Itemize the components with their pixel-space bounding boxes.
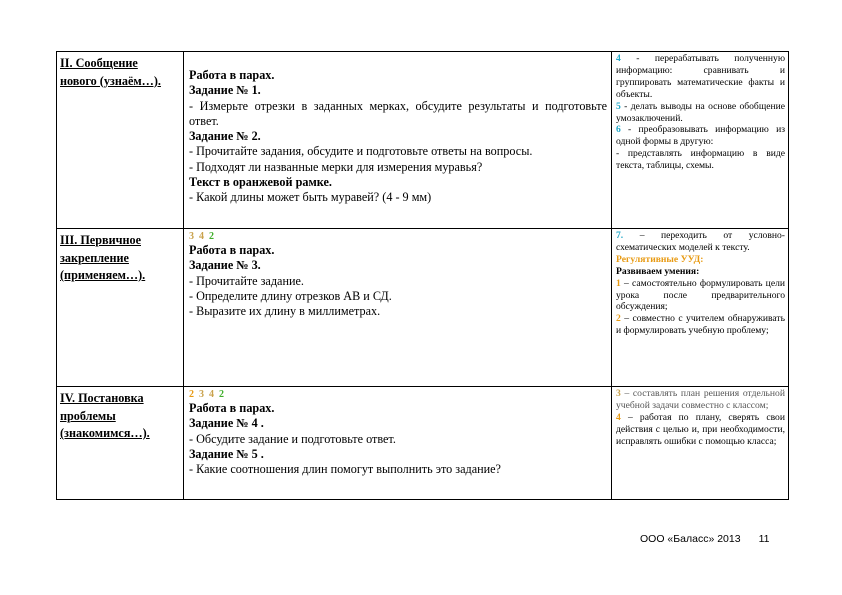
skill-number: 4 bbox=[616, 411, 621, 423]
task-text: - Измерьте отрезки в заданных мерках, обсудите результаты и подготовьте ответ. bbox=[189, 98, 607, 128]
work-heading: Работа в парах. bbox=[189, 68, 275, 82]
skill-text: - преобразовывать информацию из одной формы в другую: bbox=[616, 124, 785, 148]
task-text: - Прочитайте задание. bbox=[189, 273, 304, 288]
competency-numbers: 2 3 4 2 bbox=[189, 389, 224, 400]
skill-text: – работая по плану, сверять свои действия с целью и, при необходимости, исправлять ошибки с помощью класса; bbox=[616, 411, 785, 447]
work-cell bbox=[184, 387, 612, 500]
frame-title: Текст в оранжевой рамке. bbox=[189, 175, 332, 190]
skill-number: 3 bbox=[616, 388, 621, 399]
skill-number: 5 bbox=[616, 100, 621, 112]
task-title: Задание № 5 . bbox=[189, 446, 264, 461]
stage-cell bbox=[57, 387, 184, 500]
stage-title: III. Первичное закрепление (применяем…). bbox=[60, 233, 146, 282]
skill-number: 2 bbox=[616, 313, 621, 325]
skill-text: - представлять информацию в виде текста, таблицы, схемы. bbox=[616, 148, 785, 172]
skill-group-title: Регулятивные УУД: bbox=[616, 253, 704, 265]
task-text: - Выразите их длину в миллиметрах. bbox=[189, 304, 381, 319]
competency-numbers: 3 4 2 bbox=[189, 231, 214, 242]
skill-text: – совместно с учителем обнаруживать и формулировать учебную проблему; bbox=[616, 313, 785, 337]
skills-cell bbox=[612, 229, 789, 387]
page-footer bbox=[640, 533, 769, 545]
task-text: - Какие соотношения длин помогут выполнить это задание? bbox=[189, 462, 501, 477]
skill-text: - перерабатывать полученную информацию: сравнивать и группировать математические факты и объекты. bbox=[616, 53, 785, 100]
stage-title: IV. Постановка проблемы (знакомимся…). bbox=[60, 391, 150, 440]
work-heading: Работа в парах. bbox=[189, 243, 275, 257]
skills-cell bbox=[612, 52, 789, 229]
work-heading: Работа в парах. bbox=[189, 401, 275, 415]
skill-number: 4 bbox=[616, 53, 621, 64]
stage-cell bbox=[57, 229, 184, 387]
skill-text: – составлять план решения отдельной учебной задачи совместно с классом; bbox=[616, 388, 785, 411]
task-text: - Определите длину отрезков АВ и СД. bbox=[189, 288, 392, 303]
task-title: Задание № 3. bbox=[189, 258, 261, 273]
skills-cell bbox=[612, 387, 789, 500]
skill-text: – самостоятельно формулировать цели урока после предварительного обсуждения; bbox=[616, 277, 785, 313]
task-text: - Подходят ли названные мерки для измерения муравья? bbox=[189, 159, 483, 174]
stage-title: II. Сообщение нового (узнаём…). bbox=[60, 56, 161, 88]
task-title: Задание № 2. bbox=[189, 129, 261, 144]
task-title: Задание № 4 . bbox=[189, 416, 264, 431]
table-row bbox=[57, 229, 789, 387]
work-cell bbox=[184, 229, 612, 387]
work-cell bbox=[184, 52, 612, 229]
lesson-table bbox=[56, 51, 789, 500]
page-number: 11 bbox=[758, 533, 770, 545]
task-text: - Какой длины может быть муравей? (4 - 9 мм) bbox=[189, 190, 432, 205]
skill-subtitle: Развиваем умения: bbox=[616, 265, 700, 277]
task-text: - Прочитайте задания, обсудите и подготовьте ответы на вопросы. bbox=[189, 144, 533, 159]
stage-cell bbox=[57, 52, 184, 229]
skill-number: 1 bbox=[616, 277, 621, 289]
skill-number: 6 bbox=[616, 124, 621, 136]
skill-text: – переходить от условно-схематических моделей к тексту. bbox=[616, 230, 785, 253]
table-row bbox=[57, 52, 789, 229]
task-title: Задание № 1. bbox=[189, 83, 261, 98]
skill-number: 7. bbox=[616, 230, 624, 241]
footer-company: ООО «Баласс» 2013 bbox=[640, 533, 741, 545]
table-row bbox=[57, 387, 789, 500]
skill-text: - делать выводы на основе обобщение умозаключений. bbox=[616, 100, 785, 124]
task-text: - Обсудите задание и подготовьте ответ. bbox=[189, 431, 396, 446]
